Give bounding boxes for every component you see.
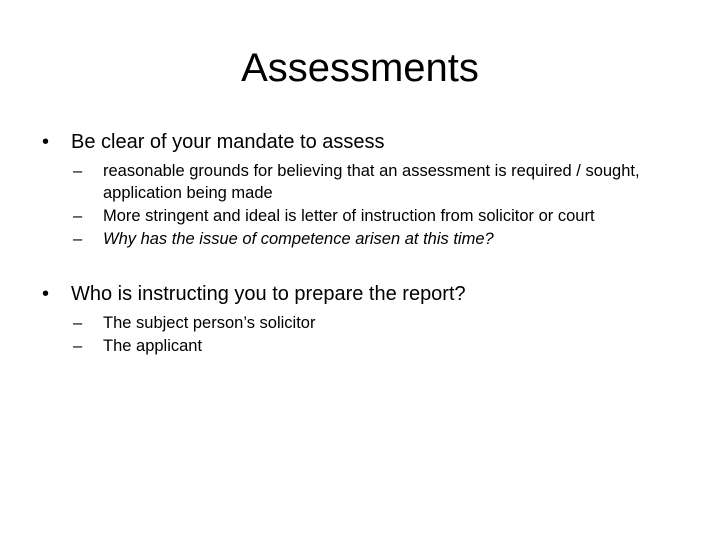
- sub-bullet-text: Why has the issue of competence arisen at this time?: [103, 230, 494, 248]
- bullet-text: Be clear of your mandate to assess: [71, 131, 385, 153]
- bullet-marker: •: [42, 131, 50, 153]
- bullet-group-instructing: [42, 280, 682, 357]
- slide-content: [42, 128, 682, 358]
- sub-bullet-item: [42, 312, 682, 334]
- sub-bullet-item: [42, 228, 682, 250]
- bullet-marker: •: [42, 283, 50, 305]
- bullet-item: [42, 128, 682, 156]
- sub-bullet-list: [42, 160, 682, 250]
- sub-bullet-item: [42, 205, 682, 227]
- sub-bullet-list: [42, 312, 682, 357]
- sub-bullet-marker: –: [73, 337, 83, 355]
- sub-bullet-item: [42, 335, 682, 357]
- bullet-group-mandate: [42, 128, 682, 250]
- sub-bullet-text: More stringent and ideal is letter of instruction from solicitor or court: [103, 207, 595, 225]
- sub-bullet-item: [42, 160, 682, 204]
- slide-title: Assessments: [241, 46, 479, 90]
- sub-bullet-marker: –: [73, 314, 83, 332]
- sub-bullet-marker: –: [73, 230, 83, 248]
- sub-bullet-marker: –: [73, 162, 83, 180]
- bullet-item: [42, 280, 682, 308]
- sub-bullet-text: The subject person’s solicitor: [103, 314, 316, 332]
- sub-bullet-text: The applicant: [103, 337, 203, 355]
- sub-bullet-text: reasonable grounds for believing that an assessment is required / sought, application being made: [103, 162, 640, 202]
- bullet-text: Who is instructing you to prepare the report?: [71, 283, 466, 305]
- sub-bullet-marker: –: [73, 207, 83, 225]
